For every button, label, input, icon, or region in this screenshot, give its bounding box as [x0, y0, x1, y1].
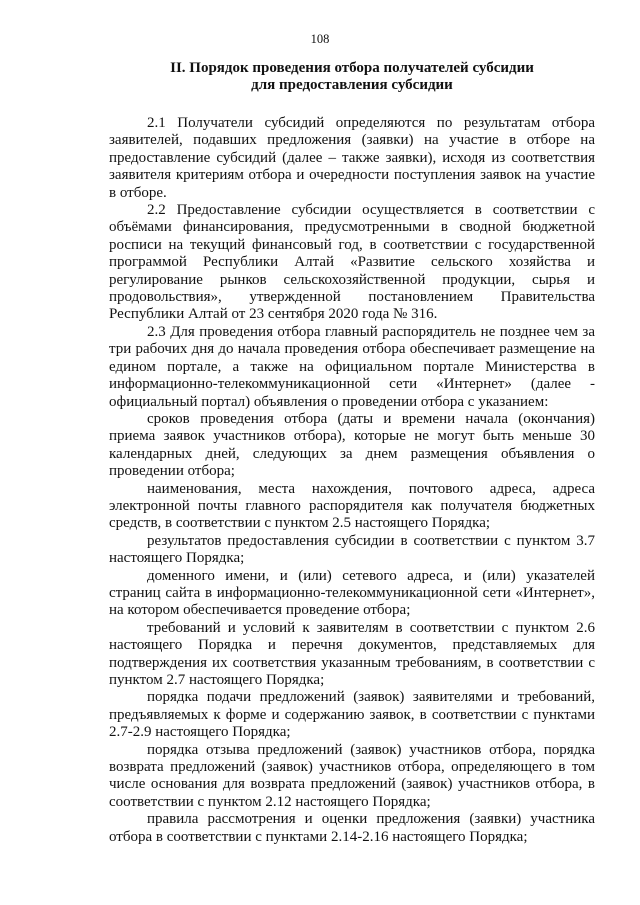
list-item-requirements: требований и условий к заявителям в соответствии с пунктом 2.6 настоящего Порядка и перечня документов, представляемых для подтверждения их соответствия указанным требованиям, в соответствии с пунктом 2.7 настоящего Порядка;: [109, 619, 595, 688]
list-item-evaluation: правила рассмотрения и оценки предложения (заявки) участника отбора в соответствии с пунктами 2.14-2.16 настоящего Порядка;: [109, 811, 595, 845]
list-item-submission: порядка подачи предложений (заявок) заявителями и требований, предъявляемых к форме и содержанию заявок, в соответствии с пунктами 2.7-2.9 настоящего Порядка;: [109, 689, 595, 741]
list-item-withdrawal: порядка отзыва предложений (заявок) участников отбора, порядка возврата предложений (заявок) участников отбора, определяющего в том числе основания для возврата предложений (заявок) участников отбора, в соответствии с пунктом 2.12 настоящего Порядка;: [109, 741, 595, 810]
section-heading: [109, 60, 595, 94]
section-heading-line-2: для предоставления субсидии: [251, 77, 453, 93]
list-item-domain: доменного имени, и (или) сетевого адреса, и (или) указателей страниц сайта в информационно-телекоммуникационной сети «Интернет», на котором обеспечивается проведение отбора;: [109, 567, 595, 619]
list-item-results: результатов предоставления субсидии в соответствии с пунктом 3.7 настоящего Порядка;: [109, 532, 595, 567]
paragraph-2-3: 2.3 Для проведения отбора главный распорядитель не позднее чем за три рабочих дня до начала проведения отбора обеспечивает размещение на едином портале, а также на официальном портале Министерства в информационно-телекоммуникационной сети «Интернет» (далее - официальный портал) объявления о проведении отбора с указанием:: [109, 323, 595, 410]
page-number: 108: [310, 32, 330, 46]
section-body: [109, 115, 595, 846]
list-item-deadlines: сроков проведения отбора (даты и времени начала (окончания) приема заявок участников отбора), которые не могут быть меньше 30 календарных дней, следующих за днем размещения объявления о проведении отбора;: [109, 410, 595, 480]
paragraph-2-1: 2.1 Получатели субсидий определяются по результатам отбора заявителей, подавших предложения (заявки) на участие в отборе на предоставление субсидий (далее – также заявки), исходя из соответствия заявителя критериям отбора и очередности поступления заявок на участие в отборе.: [109, 115, 595, 201]
paragraph-2-2: 2.2 Предоставление субсидии осуществляется в соответствии с объёмами финансирования, предусмотренными в сводной бюджетной росписи на текущий финансовый год, в соответствии с государственной программой Республики Алтай «Развитие сельского хозяйства и регулирование рынков сельскохозяйственной продукции, сырья и продовольствия», утвержденной постановлением Правительства Республики Алтай от 23 сентября 2020 года № 316.: [109, 202, 595, 323]
section-heading-line-1: II. Порядок проведения отбора получателей субсидии: [170, 60, 534, 76]
list-item-contacts: наименования, места нахождения, почтового адреса, адреса электронной почты главного распорядителя как получателя бюджетных средств, в соответствии с пунктом 2.5 настоящего Порядка;: [109, 480, 595, 532]
